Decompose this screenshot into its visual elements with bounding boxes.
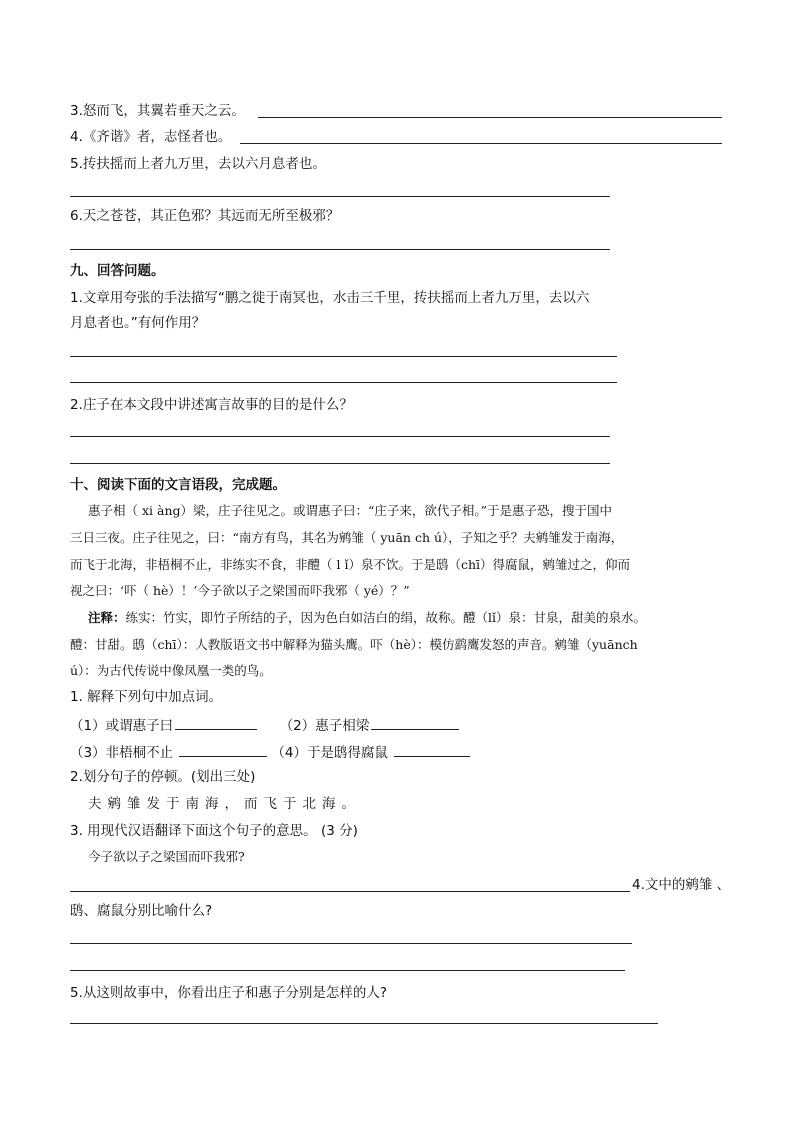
q9-item2	[70, 396, 353, 414]
answer-line[interactable]	[70, 970, 625, 971]
answer-line[interactable]	[70, 943, 632, 944]
sub-question-5	[70, 984, 387, 1002]
passage-line-text: 三日三夜。庄子往见之，曰：“南方有鸟，其名为鹓雏（ yuān ch ú），子知之乎？夫鹓雏发于南海，	[70, 530, 624, 545]
answer-line[interactable]	[70, 382, 617, 383]
sub1-a-text: （1）或谓惠子曰	[70, 718, 174, 734]
q8-item3	[70, 102, 245, 120]
sub-question-4-tail	[632, 876, 730, 894]
passage-line	[70, 582, 410, 600]
passage-line	[88, 502, 612, 520]
section-10-heading-text: 十、阅读下面的文言语段，完成题。	[70, 477, 286, 493]
sub-question-3-text: 3. 用现代汉语翻译下面这个句子的意思。 (3 分)	[70, 823, 358, 839]
answer-blank[interactable]	[394, 742, 470, 757]
sub-question-1-row2	[70, 742, 470, 762]
q8-item6-text: 6.天之苍苍，其正色邪？其远而无所至极邪？	[70, 208, 340, 224]
section-10-heading	[70, 476, 286, 494]
note-line	[70, 636, 638, 654]
sub-question-1-row1	[70, 715, 459, 735]
sub2-sentence-text: 夫鹓雏发于南海，而飞于北海。	[88, 796, 361, 812]
sub-question-3	[70, 822, 358, 840]
passage-line-text: 而飞于北海，非梧桐不止，非练实不食，非醴（ l ǐ）泉不饮。于是鸱（chī）得腐鼠，鹓雏过之，仰而	[70, 557, 630, 572]
q9-item1-line2-text: 月息者也。”有何作用？	[70, 315, 206, 331]
q9-item2-text: 2.庄子在本文段中讲述寓言故事的目的是什么？	[70, 397, 353, 413]
sub-question-1-text: 1. 解释下列句中加点词。	[70, 689, 223, 705]
passage-line	[70, 529, 623, 547]
answer-line[interactable]	[70, 891, 630, 892]
sub3-sentence-text: 今子欲以子之梁国而吓我邪?	[88, 849, 245, 864]
answer-line[interactable]	[70, 1023, 658, 1024]
sub4-line2-text: 鸱、腐鼠分别比喻什么?	[70, 903, 213, 919]
answer-blank[interactable]	[371, 715, 459, 730]
answer-line[interactable]	[70, 356, 617, 357]
answer-line[interactable]	[70, 196, 610, 197]
sub-question-3-sentence	[88, 848, 245, 866]
q8-item4	[70, 128, 231, 146]
sub-question-2-text: 2.划分句子的停顿。(划出三处)	[70, 769, 256, 785]
sub-question-2	[70, 768, 255, 786]
q8-item6	[70, 207, 339, 225]
note-line-text: 醴：甘甜。鸱（chī）：人教版语文书中解释为猫头鹰。吓（hè）：模仿鹞鹰发怒的声音。鹓雏（yuānch	[70, 637, 638, 652]
q9-item1-line2	[70, 314, 205, 332]
passage-line	[70, 556, 630, 574]
q8-item5	[70, 155, 326, 173]
q8-item4-text: 4.《齐谐》者，志怪者也。	[70, 129, 232, 145]
answer-line[interactable]	[70, 463, 610, 464]
answer-line[interactable]	[70, 436, 610, 437]
answer-line[interactable]	[70, 249, 610, 250]
note-line	[88, 609, 646, 627]
note-line-text: ú）：为古代传说中像凤凰一类的鸟。	[70, 663, 272, 678]
passage-line-text: 视之曰：‘吓（ hè）！’今子欲以子之梁国而吓我邪（ yé）？”	[70, 583, 410, 598]
sub1-d-text: （4）于是鸱得腐鼠	[271, 745, 388, 761]
sub1-b-text: （2）惠子相梁	[279, 718, 370, 734]
answer-blank[interactable]	[175, 715, 257, 730]
sub-question-1	[70, 688, 222, 706]
note-label: 注释：	[88, 610, 126, 625]
q9-item1-line1-text: 1.文章用夸张的手法描写“鹏之徙于南冥也，水击三千里，抟扶摇而上者九万里，去以六	[70, 290, 590, 306]
note-line-text: 练实：竹实，即竹子所结的子，因为色白如洁白的绢，故称。醴（lǐ）泉：甘泉，甜美的泉水。	[125, 610, 647, 625]
sub-question-4-line2	[70, 902, 212, 920]
q8-item5-text: 5.抟扶摇而上者九万里，去以六月息者也。	[70, 156, 326, 172]
note-line	[70, 662, 272, 680]
sub4-tail-text: 4.文中的鹓雏 、	[632, 877, 731, 893]
q9-item1-line1	[70, 289, 589, 307]
sub-question-5-text: 5.从这则故事中，你看出庄子和惠子分别是怎样的人?	[70, 985, 388, 1001]
sub1-c-text: （3）非梧桐不止	[70, 745, 174, 761]
answer-line[interactable]	[240, 143, 722, 144]
sub-question-2-sentence	[88, 795, 361, 813]
section-9-heading-text: 九、回答问题。	[70, 263, 165, 279]
passage-line-text: 惠子相（ xi àng）梁，庄子往见之。或谓惠子曰：“庄子来，欲代子相。”于是惠子恐，搜于国中	[88, 503, 613, 518]
answer-blank[interactable]	[179, 742, 267, 757]
answer-line[interactable]	[258, 117, 722, 118]
q8-item3-text: 3.怒而飞，其翼若垂天之云。	[70, 103, 245, 119]
section-9-heading	[70, 262, 165, 280]
